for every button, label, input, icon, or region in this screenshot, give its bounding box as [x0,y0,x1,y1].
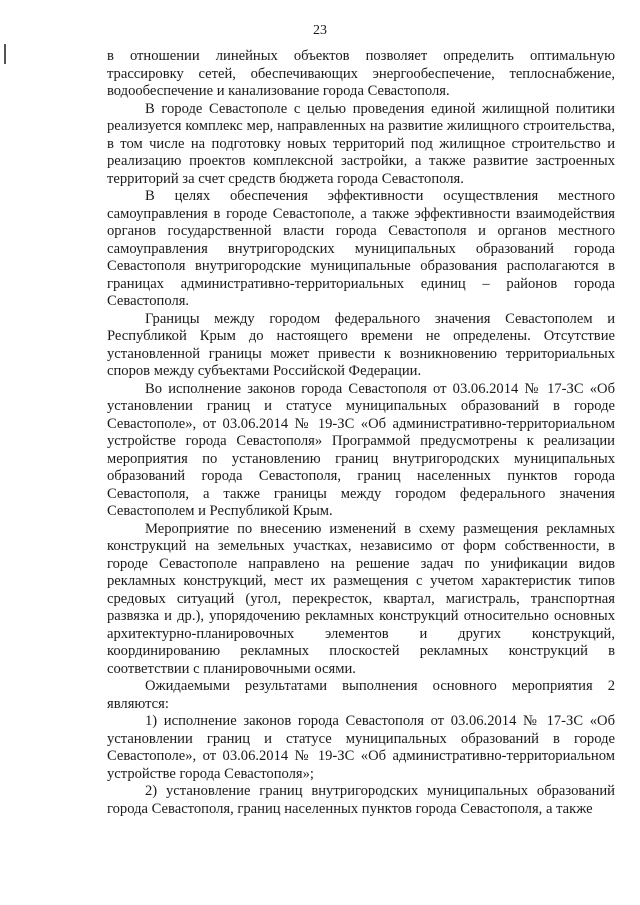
paragraph-7: Ожидаемыми результатами выполнения основного мероприятия 2 являются: [107,678,615,712]
body-text [107,48,615,818]
paragraph-8: 1) исполнение законов города Севастополя от 03.06.2014 № 17-ЗС «Об установлении границ и статусе муниципальных образований в городе Севастополе», от 03.06.2014 № 19-ЗС «Об административно-территориальном устройстве города Севастополя»; [107,713,615,782]
paragraph-6: Мероприятие по внесению изменений в схему размещения рекламных конструкций на земельных участках, независимо от форм собственности, в городе Севастополе направлено на решение задач по унификации видов рекламных конструкций, мест их размещения с учетом характеристик типов средовых ситуаций (угол, перекресток, квартал, магистраль, транспортная развязка и др.), упорядочению рекламных конструкций относительно основных архитектурно-планировочных элементов и других конструкций, координированию рекламных плоскостей рекламных конструкций в соответствии с планировочными осями. [107,520,615,677]
page-number: 23 [313,23,327,38]
paragraph-1: в отношении линейных объектов позволяет определить оптимальную трассировку сетей, обеспечивающих энергообеспечение, теплоснабжение, водообеспечение и канализование города Севастополя. [107,48,615,99]
paragraph-3: В целях обеспечения эффективности осуществления местного самоуправления в городе Севастополе, а также эффективности взаимодействия органов государственной власти города Севастополя и органов местного самоуправления внутригородских муниципальных образований города Севастополя внутригородские муниципальные образования располагаются в границах административно-территориальных единиц – районов города Севастополя. [107,188,615,309]
paragraph-4: Границы между городом федерального значения Севастополем и Республикой Крым до настоящего времени не определены. Отсутствие установленной границы может привести к возникновению территориальных споров между субъектами Российской Федерации. [107,310,615,379]
margin-mark [4,44,6,64]
paragraph-5: Во исполнение законов города Севастополя от 03.06.2014 № 17-ЗС «Об установлении границ и статусе муниципальных образований в городе Севастополе», от 03.06.2014 № 19-ЗС «Об административно-территориальном устройстве города Севастополя» Программой предусмотрены к реализации мероприятия по установлению границ внутригородских муниципальных образований города Севастополя, границ населенных пунктов города Севастополя, а также границы между городом федерального значения Севастополем и Республикой Крым. [107,380,615,519]
paragraph-9: 2) установление границ внутригородских муниципальных образований города Севастополя, границ населенных пунктов города Севастополя, а также [107,783,615,817]
paragraph-2: В городе Севастополе с целью проведения единой жилищной политики реализуется комплекс мер, направленных на развитие жилищного строительства, в том числе на подготовку новых территорий под жилищное строительство и реализацию проектов комплексной застройки, а также развитие застроенных территорий за счет средств бюджета города Севастополя. [107,100,615,187]
